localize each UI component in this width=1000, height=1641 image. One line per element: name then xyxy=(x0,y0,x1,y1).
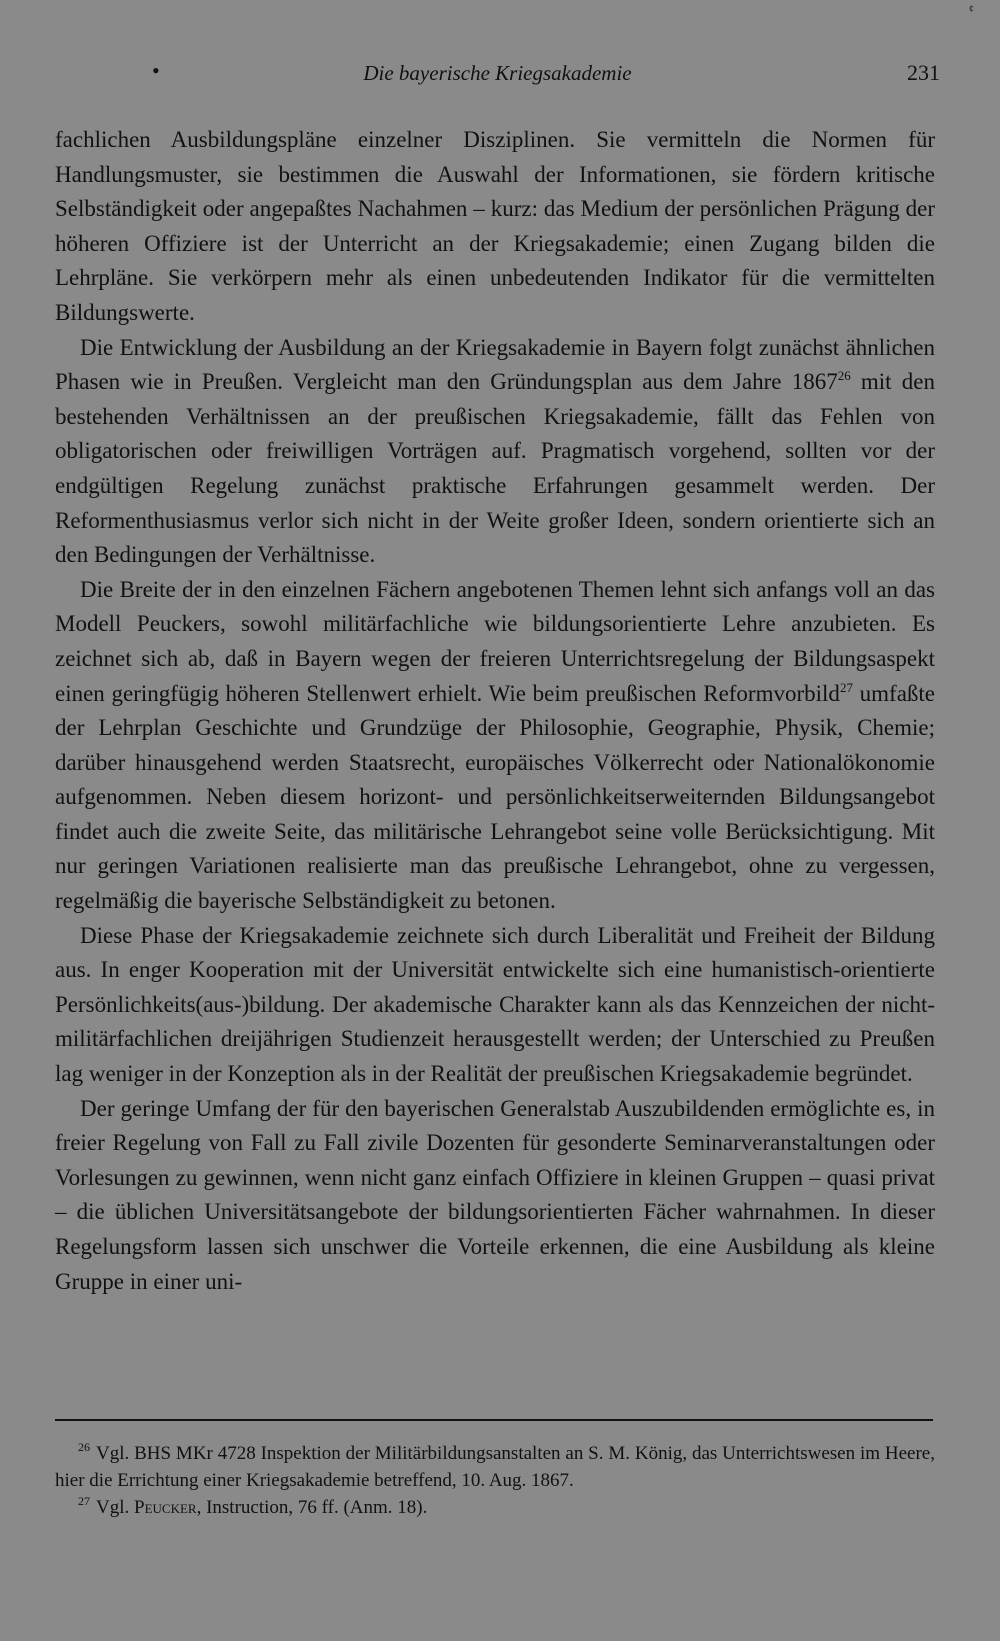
paragraph-5 xyxy=(55,1092,935,1300)
paragraph-2 xyxy=(55,331,935,573)
footnote-26 xyxy=(55,1440,935,1494)
running-header xyxy=(55,52,940,92)
header-bullet: • xyxy=(152,58,160,83)
paragraph-text: fachlichen Ausbildungspläne einzelner Disziplinen. Sie vermitteln die Normen für Handlungsmuster, sie bestimmen die Auswahl der Informationen, sie fördern kritische Selbständigkeit oder angepaßtes Nachahmen – kurz: das Medium der persönlichen Prägung der höheren Offiziere ist der Unterricht an der Kriegsakademie; einen Zugang bilden die Lehrpläne. Sie verkörpern mehr als einen unbedeutenden Indikator für die vermittelten Bildungswerte. xyxy=(55,127,935,325)
paragraph-text: umfaßte der Lehrplan Geschichte und Grundzüge der Philosophie, Geographie, Physik, Chemie; darüber hinausgehend werden Staatsrecht, europäisches Völkerrecht oder Nationalökonomie aufgenommen. Neben diesem horizont- und persönlichkeitserweiternden Bildungsangebot findet auch die zweite Seite, das militärische Lehrangebot seine volle Berücksichtigung. Mit nur geringen Variationen realisierte man das preußische Lehrangebot, ohne zu vergessen, regelmäßig die bayerische Selbständigkeit zu betonen. xyxy=(55,680,936,914)
footnote-ref-26[interactable]: 26 xyxy=(837,368,851,384)
paragraph-text: mit den bestehenden Verhältnissen an der preußischen Kriegsakademie, fällt das Fehlen von obligatorischen oder freiwilligen Vorträgen auf. Pragmatisch vorgehend, sollten vor der endgültigen Regelung zunächst praktische Erfahrungen gesammelt werden. Der Reformenthusiasmus verlor sich nicht in der Weite großer Ideen, sondern orientierte sich an den Bedingungen der Verhältnisse. xyxy=(55,369,935,568)
page-number: 231 xyxy=(907,60,940,85)
footnote-ref-27[interactable]: 27 xyxy=(839,679,853,695)
paragraph-1 xyxy=(55,123,935,331)
paragraph-text: Diese Phase der Kriegsakademie zeichnete sich durch Liberalität und Freiheit der Bildung aus. In enger Kooperation mit der Universität entwickelte sich eine humanistisch-orientierte Persönlichkeits(aus-)bildung. Der akademische Charakter kann als das Kennzeichen der nicht-militärfachlichen dreijährigen Studienzeit herausgestellt werden; der Unterschied zu Preußen lag weniger in der Konzeption als in der Realität der preußischen Kriegsakademie begründet. xyxy=(55,922,935,1087)
footnote-author: Peucker xyxy=(134,1497,197,1518)
paragraph-text: Die Entwicklung der Ausbildung an der Kriegsakademie in Bayern folgt zunächst ähnlichen Phasen wie in Preußen. Vergleicht man den Gründungsplan aus dem Jahre 1867 xyxy=(55,334,935,395)
footnote-number: 26 xyxy=(78,1440,90,1454)
footnote-number: 27 xyxy=(78,1494,90,1508)
paragraph-3 xyxy=(55,573,935,919)
footnotes xyxy=(55,1440,935,1521)
paragraph-text: Die Breite der in den einzelnen Fächern angebotenen Themen lehnt sich anfangs voll an das Modell Peuckers, sowohl militärfachliche wie bildungsorientierte Lehre anzubieten. Es zeichnet sich ab, daß in Bayern wegen der freieren Unterrichtsregelung der Bildungsaspekt einen geringfügig höheren Stellenwert erhielt. Wie beim preußischen Reformvorbild xyxy=(55,576,935,706)
footnote-divider xyxy=(55,1419,933,1421)
footnote-text: Vgl. xyxy=(96,1497,134,1518)
body-text xyxy=(55,123,935,1299)
paragraph-text: Der geringe Umfang der für den bayerischen Generalstab Auszubildenden ermöglichte es, in freier Regelung von Fall zu Fall zivile Dozenten für gesonderte Seminarveranstaltungen oder Vorlesungen zu gewinnen, wenn nicht ganz einfach Offiziere in kleinen Gruppen – quasi privat – die üblichen Universitätsangebote der bildungsorientierten Fächer wahrnahmen. In dieser Regelungsform lassen sich unschwer die Vorteile erkennen, die eine Ausbildung als kleine Gruppe in einer uni- xyxy=(55,1095,935,1294)
footnote-text: , Instruction, 76 ff. (Anm. 18). xyxy=(196,1497,428,1518)
footnote-27 xyxy=(55,1494,935,1521)
running-title: Die bayerische Kriegsakademie xyxy=(363,61,632,85)
corner-mark: ¢ xyxy=(969,4,974,15)
paragraph-4 xyxy=(55,919,935,1092)
footnote-text: Vgl. BHS MKr 4728 Inspektion der Militärbildungsanstalten an S. M. König, das Unterrichtswesen im Heere, hier die Errichtung einer Kriegsakademie betreffend, 10. Aug. 1867. xyxy=(55,1443,935,1491)
